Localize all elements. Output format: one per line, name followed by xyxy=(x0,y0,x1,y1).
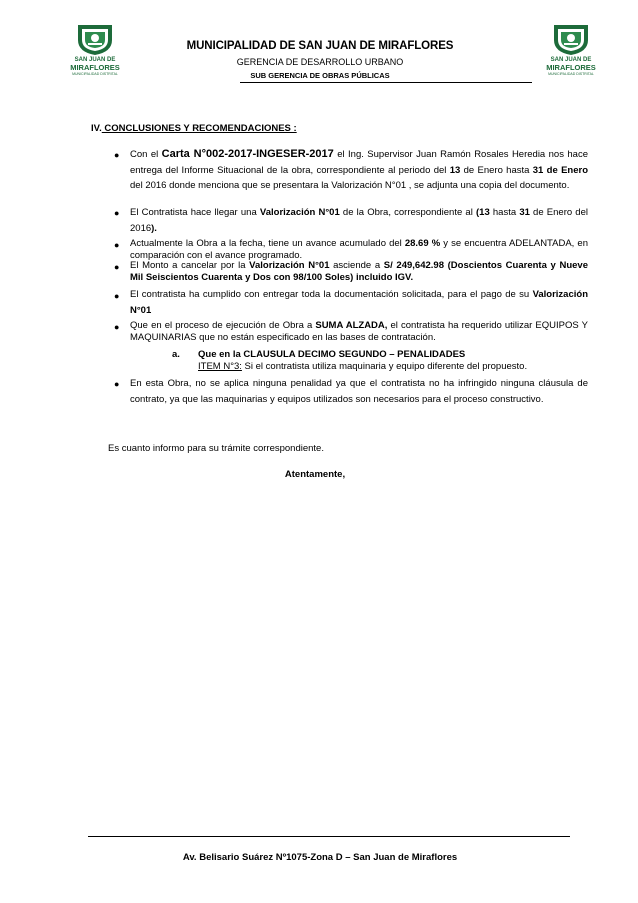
bullet-icon: ● xyxy=(114,322,120,332)
clause-item xyxy=(198,361,527,372)
header-subtitle-subgerencia: SUB GERENCIA DE OBRAS PÚBLICAS xyxy=(250,71,390,80)
clause-item-label: ITEM N°3: xyxy=(198,361,242,372)
bullet-icon: ● xyxy=(114,262,120,272)
logo-text-line3: MUNICIPALIDAD DISTRITAL xyxy=(72,72,118,76)
bullet-item-4: El Monto a cancelar por la Valorización N°01 asciende a S/ 249,642.98 (Doscientos Cuarenta y Nueve Mil Seiscientos Cuarenta y Dos con 98/100 Soles) incluido IGV. xyxy=(130,260,588,283)
logo-text-line1: SAN JUAN DE xyxy=(550,57,592,63)
section-title: CONCLUSIONES Y RECOMENDACIONES : xyxy=(101,123,297,134)
bullet-icon: ● xyxy=(114,291,120,301)
closing-statement: Es cuanto informo para su trámite correspondiente. xyxy=(108,443,324,454)
header-title: MUNICIPALIDAD DE SAN JUAN DE MIRAFLORES xyxy=(186,40,454,52)
bullet-icon: ● xyxy=(114,150,120,160)
clause-subheading xyxy=(172,349,465,360)
logo-text-line3: MUNICIPALIDAD DISTRITAL xyxy=(548,72,594,76)
bullet-icon: ● xyxy=(114,240,120,250)
municipality-logo-right xyxy=(538,22,604,78)
section-number: IV. xyxy=(91,123,102,134)
shield-emblem-icon xyxy=(552,22,590,56)
logo-text-line2: MIRAFLORES xyxy=(546,63,596,72)
shield-emblem-icon xyxy=(76,22,114,56)
bullet-item-6: Que en el proceso de ejecución de Obra a SUMA ALZADA, el contratista ha requerido utilizar EQUIPOS Y MAQUINARIAS que no están especificado en las bases de contratación. xyxy=(130,320,588,343)
logo-text-line2: MIRAFLORES xyxy=(70,63,120,72)
clause-item-text: Si el contratista utiliza maquinaria y equipo diferente del propuesto. xyxy=(241,361,528,372)
header-divider xyxy=(240,82,532,83)
footer-divider xyxy=(88,836,570,837)
clause-title: Que en la CLAUSULA DECIMO SEGUNDO – PENALIDADES xyxy=(198,349,466,360)
bullet-item-1: Con el Carta N°002-2017-INGESER-2017 el Ing. Supervisor Juan Ramón Rosales Heredia nos hace entrega del Informe Situacional de la obra, correspondiente al periodo del 13 de Enero hasta 31 de Enero del 2016 donde menciona que se presentara la Valorización N°01 , se adjunta una copia del documento. xyxy=(130,148,588,191)
section-heading xyxy=(91,123,297,134)
bullet-icon: ● xyxy=(114,208,120,218)
municipality-logo-left xyxy=(62,22,128,78)
logo-text-line1: SAN JUAN DE xyxy=(74,57,116,63)
signoff: Atentamente, xyxy=(284,469,346,480)
clause-label: a. xyxy=(172,349,180,360)
bullet-item-5: El contratista ha cumplido con entregar toda la documentación solicitada, para el pago de su Valorización N°01 xyxy=(130,289,588,316)
bullet-icon: ● xyxy=(114,379,120,389)
bullet-item-3: Actualmente la Obra a la fecha, tiene un avance acumulado del 28.69 % y se encuentra ADELANTADA, en comparación con el avance programado. xyxy=(130,238,588,261)
bullet-item-2: El Contratista hace llegar una Valorización N°01 de la Obra, correspondiente al (13 hasta 31 de Enero del 2016). xyxy=(130,207,588,234)
header-subtitle-gerencia: GERENCIA DE DESARROLLO URBANO xyxy=(236,57,404,67)
bullet-item-7: En esta Obra, no se aplica ninguna penalidad ya que el contratista no ha infringido ninguna cláusula de contrato, ya que las maquinarias y equipos utilizados son necesarios para el proceso constructivo. xyxy=(130,378,588,405)
footer-address: Av. Belisario Suárez Nº1075-Zona D – San Juan de Miraflores xyxy=(182,852,458,863)
